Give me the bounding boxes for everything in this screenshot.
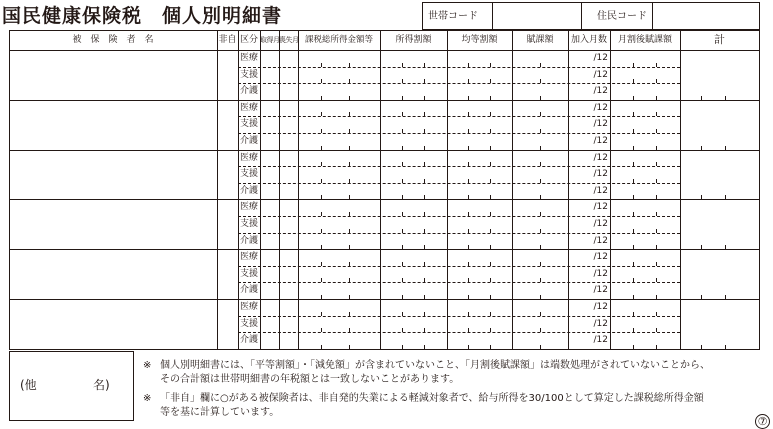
column-line xyxy=(238,31,239,349)
months-fraction: /12 xyxy=(593,219,608,229)
category-label: 支援 xyxy=(240,119,259,130)
header-income-levy: 所得割額 xyxy=(395,35,432,45)
header-non-voluntary: 非自 xyxy=(218,35,237,45)
household-code-value[interactable] xyxy=(494,4,580,28)
column-line xyxy=(680,31,681,349)
insured-name-cell[interactable] xyxy=(11,151,216,199)
months-fraction: /12 xyxy=(593,235,608,246)
sub-row-divider xyxy=(238,67,680,68)
months-fraction: /12 xyxy=(593,335,608,346)
category-label: 医療 xyxy=(240,202,259,213)
note-1-line-1: 個人別明細書には、「平等割額」・「減免額」が含まれていないこと、「月割後賦課額」は端数処理がされていないことから、 xyxy=(160,360,710,371)
block-divider xyxy=(10,349,759,350)
note-1-mark: ※ xyxy=(143,360,152,371)
sub-row-divider xyxy=(238,133,680,134)
note-1-line-2: その合計額は世帯明細書の年税額とは一致しないことがあります。 xyxy=(160,374,460,385)
months-fraction: /12 xyxy=(593,268,608,279)
column-line xyxy=(610,31,611,349)
note-2-mark: ※ xyxy=(143,393,152,404)
sub-row-divider xyxy=(238,83,680,84)
header-monthly-assessed: 月割後賦課額 xyxy=(617,35,672,45)
category-label: 介護 xyxy=(240,185,259,196)
category-label: 医療 xyxy=(240,252,259,263)
category-label: 支援 xyxy=(240,169,259,180)
column-line xyxy=(512,31,513,349)
others-open: (他 xyxy=(20,378,37,392)
months-fraction: /12 xyxy=(593,102,608,113)
months-fraction: /12 xyxy=(593,252,608,263)
sub-row-divider xyxy=(238,332,680,333)
sub-row-divider xyxy=(238,282,680,283)
sub-row-divider xyxy=(238,316,680,317)
note-2-line-1: 「非自」欄に○がある被保険者は、非自発的失業による軽減対象者で、給与所得を30/100として算定した課税総所得金額 xyxy=(160,393,704,404)
column-line xyxy=(447,31,448,349)
category-label: 支援 xyxy=(240,318,259,329)
header-assessed-amount: 賦課額 xyxy=(526,35,554,45)
header-insured-name: 被 保 険 者 名 xyxy=(72,35,154,45)
category-label: 医療 xyxy=(240,302,259,312)
note-2-line-2: 等を基に計算しています。 xyxy=(160,407,280,418)
sub-row-divider xyxy=(238,233,680,234)
insured-name-cell[interactable] xyxy=(11,300,216,348)
resident-code-label: 住民コード xyxy=(597,11,647,22)
header-months-enrolled: 加入月数 xyxy=(570,35,607,45)
column-line xyxy=(260,31,261,349)
insured-name-cell[interactable] xyxy=(11,250,216,298)
insured-name-cell[interactable] xyxy=(11,200,216,248)
months-fraction: /12 xyxy=(593,185,608,196)
months-fraction: /12 xyxy=(593,318,608,329)
months-fraction: /12 xyxy=(593,69,608,80)
months-fraction: /12 xyxy=(593,285,608,296)
header-col-b: 喪失月 xyxy=(279,36,298,44)
category-label: 医療 xyxy=(240,53,259,63)
column-line xyxy=(380,31,381,349)
months-fraction: /12 xyxy=(593,302,608,312)
category-label: 支援 xyxy=(240,219,259,229)
column-line xyxy=(279,31,280,349)
sub-row-divider xyxy=(238,183,680,184)
header-category: 区分 xyxy=(239,35,258,45)
column-line xyxy=(298,31,299,349)
months-fraction: /12 xyxy=(593,152,608,163)
resident-code-value[interactable] xyxy=(654,4,757,28)
page-title: 国民健康保険税 個人別明細書 xyxy=(2,5,283,27)
category-label: 医療 xyxy=(240,152,259,163)
category-label: 介護 xyxy=(240,285,259,296)
months-fraction: /12 xyxy=(593,169,608,180)
others-close: 名) xyxy=(93,378,110,392)
category-label: 介護 xyxy=(240,335,259,346)
months-fraction: /12 xyxy=(593,53,608,63)
months-fraction: /12 xyxy=(593,119,608,130)
category-label: 介護 xyxy=(240,235,259,246)
category-label: 介護 xyxy=(240,136,259,146)
months-fraction: /12 xyxy=(593,86,608,97)
category-label: 支援 xyxy=(240,268,259,279)
sub-row-divider xyxy=(238,166,680,167)
sub-row-divider xyxy=(238,216,680,217)
sub-row-divider xyxy=(238,266,680,267)
months-fraction: /12 xyxy=(593,136,608,146)
category-label: 介護 xyxy=(240,86,259,97)
category-label: 支援 xyxy=(240,69,259,80)
page-number-badge: ⑦ xyxy=(755,414,770,429)
sub-row-divider xyxy=(238,116,680,117)
household-code-label: 世帯コード xyxy=(428,11,478,22)
header-total: 計 xyxy=(714,33,725,46)
insured-name-cell[interactable] xyxy=(11,101,216,149)
column-line xyxy=(568,31,569,349)
insured-name-cell[interactable] xyxy=(11,51,216,99)
header-col-a: 取得月 xyxy=(260,36,279,44)
header-per-capita-levy: 均等割額 xyxy=(461,35,498,45)
category-label: 医療 xyxy=(240,102,259,113)
header-taxable-income: 課税総所得金額等 xyxy=(304,35,373,45)
column-line xyxy=(217,31,218,349)
months-fraction: /12 xyxy=(593,202,608,213)
